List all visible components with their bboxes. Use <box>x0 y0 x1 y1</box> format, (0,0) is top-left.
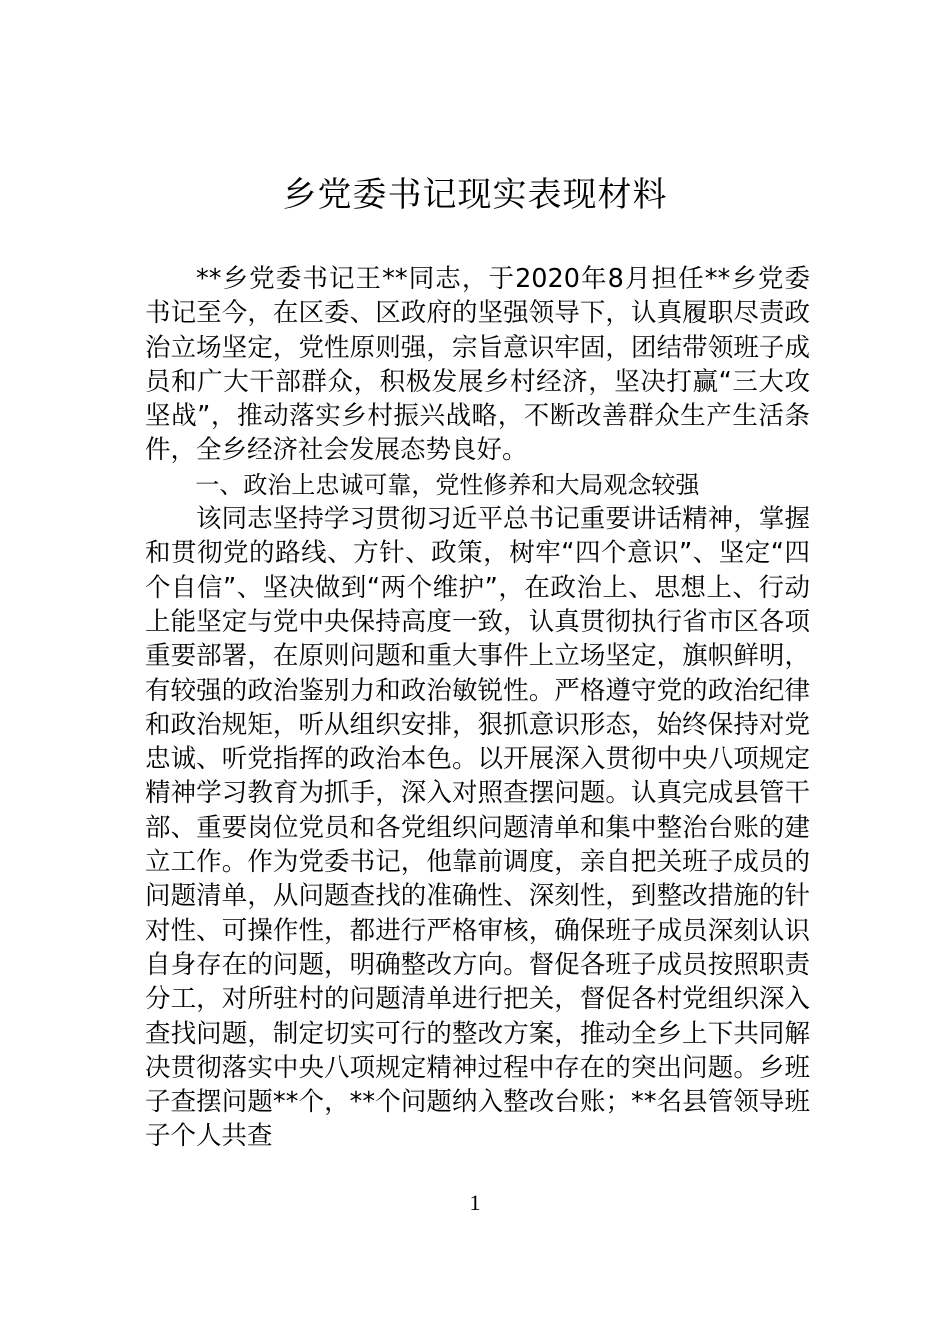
intro-paragraph: **乡党委书记王**同志，于2020年8月担任**乡党委书记至今，在区委、区政府的坚强领导下，认真履职尽责政治立场坚定，党性原则强，宗旨意识牢固，团结带领班子成员和广大干部群众，积极发展乡村经济，坚决打赢“三大攻坚战”，推动落实乡村振兴战略，不断改善群众生产生活条件，全乡经济社会发展态势良好。 <box>145 264 810 466</box>
section-heading: 一、政治上忠诚可靠，党性修养和大局观念较强 <box>195 470 700 499</box>
page-title: 乡党委书记现实表现材料 <box>282 175 668 215</box>
section-paragraph: 该同志坚持学习贯彻习近平总书记重要讲话精神，掌握和贯彻党的路线、方针、政策，树牢“四个意识”、坚定“四个自信”、坚决做到“两个维护”，在政治上、思想上、行动上能坚定与党中央保持高度一致，认真贯彻执行省市区各项重要部署，在原则问题和重大事件上立场坚定，旗帜鲜明，有较强的政治鉴别力和政治敏锐性。严格遵守党的政治纪律和政治规矩，听从组织安排，狠抓意识形态，始终保持对党忠诚、听党指挥的政治本色。以开展深入贯彻中央八项规定精神学习教育为抓手，深入对照查摆问题。认真完成县管干部、重要岗位党员和各党组织问题清单和集中整治台账的建立工作。作为党委书记，他靠前调度，亲自把关班子成员的问题清单，从问题查找的准确性、深刻性，到整改措施的针对性、可操作性，都进行严格审核，确保班子成员深刻认识自身存在的问题，明确整改方向。督促各班子成员按照职责分工，对所驻村的问题清单进行把关，督促各村党组织深入查找问题，制定切实可行的整改方案，推动全乡上下共同解决贯彻落实中央八项规定精神过程中存在的突出问题。乡班子查摆问题**个，**个问题纳入整改台账；**名县管领导班子个人共查 <box>145 504 810 1152</box>
page-number: 1 <box>469 1190 481 1215</box>
document-body <box>145 262 810 1154</box>
